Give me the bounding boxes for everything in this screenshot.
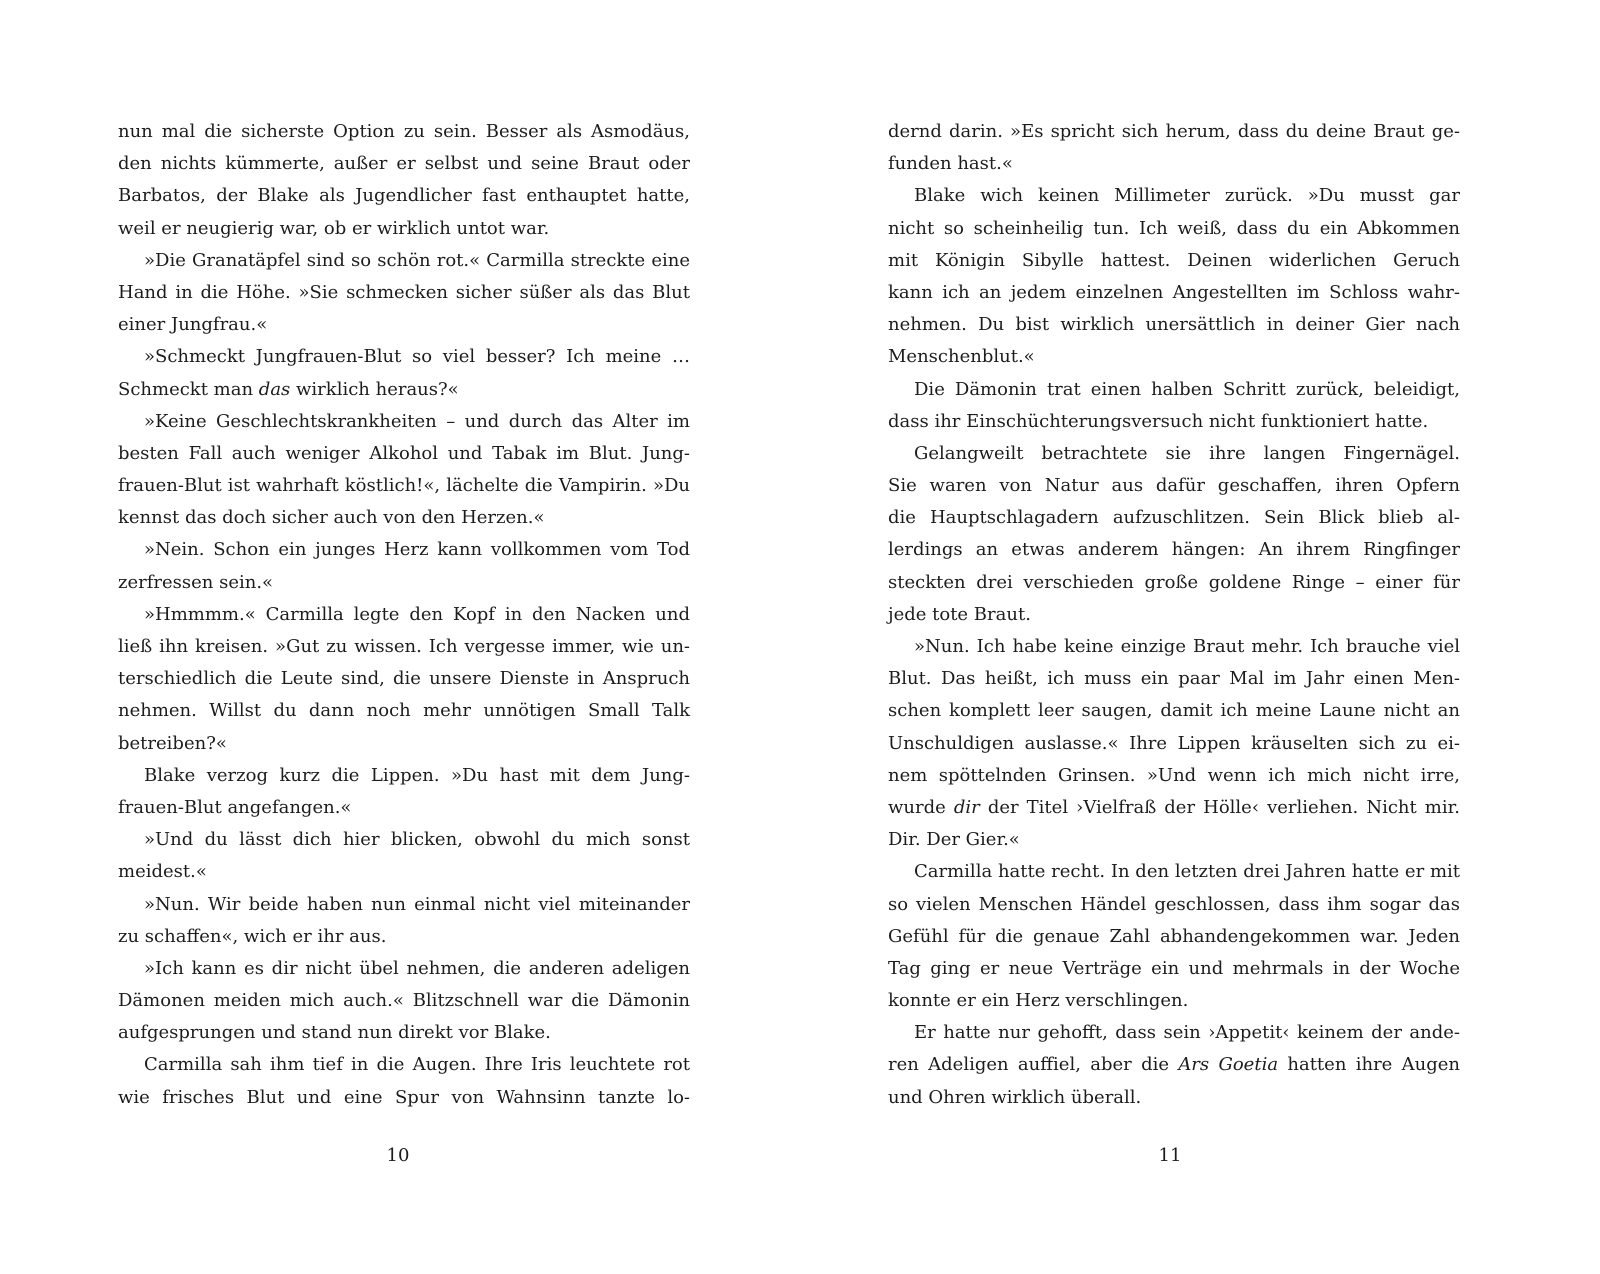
text-line: meidest.«: [118, 861, 207, 883]
text-line: schen komplett leer saugen, damit ich meine Laune nicht an: [888, 700, 1460, 722]
text-fragment: der Titel ›Vielfraß der Hölle‹ verliehen. Nicht mir.: [979, 796, 1460, 818]
text-line: ließ ihn kreisen. »Gut zu wissen. Ich vergesse immer, wie un-: [118, 636, 690, 657]
text-line: weil er neugierig war, ob er wirklich untot war.: [118, 217, 550, 239]
text-line: zu schaffen«, wich er ihr aus.: [118, 925, 387, 947]
text-line: dass ihr Einschüchterungsversuch nicht funktioniert hatte.: [888, 410, 1429, 432]
text-line: wie frisches Blut und eine Spur von Wahnsinn tanzte lo-: [118, 1086, 690, 1108]
text-line: funden hast.«: [888, 153, 1013, 175]
page-number: 11: [1158, 1145, 1182, 1166]
text-line: Gefühl für die genaue Zahl abhandengekommen war. Jeden: [888, 925, 1460, 947]
text-line: konnte er ein Herz verschlingen.: [888, 990, 1189, 1012]
text-fragment: wurde: [888, 796, 954, 818]
text-line: Die Dämonin trat einen halben Schritt zurück, beleidigt,: [914, 378, 1460, 400]
text-line: Er hatte nur gehofft, dass sein ›Appetit‹ keinem der ande-: [914, 1022, 1460, 1044]
text-line: Hand in die Höhe. »Sie schmecken sicher süßer als das Blut: [118, 281, 690, 303]
text-line: »Schmeckt Jungfrauen-Blut so viel besser? Ich meine …: [144, 346, 690, 368]
text-line: nehmen. Willst du dann noch mehr unnötigen Small Talk: [118, 700, 690, 722]
text-fragment: ren Adeligen auffiel, aber die: [888, 1054, 1179, 1076]
right-page-text: [888, 116, 1460, 1114]
text-line: lerdings an etwas anderem hängen: An ihrem Ringfinger: [888, 539, 1460, 561]
right-page: [800, 0, 1600, 1274]
text-line: »Ich kann es dir nicht übel nehmen, die anderen adeligen: [144, 957, 690, 979]
text-line: einer Jungfrau.«: [118, 314, 268, 336]
text-line: die Hauptschlagadern aufzuschlitzen. Sein Blick blieb al-: [888, 507, 1460, 529]
text-line: nicht so scheinheilig tun. Ich weiß, dass du ein Abkommen: [888, 217, 1460, 239]
text-line: den nichts kümmerte, außer er selbst und seine Braut oder: [118, 153, 690, 175]
text-line: »Nun. Wir beide haben nun einmal nicht viel miteinander: [144, 893, 690, 915]
text-line: frauen-Blut ist wahrhaft köstlich!«, lächelte die Vampirin. »Du: [118, 475, 690, 497]
text-line: steckten drei verschieden große goldene Ringe – einer für: [888, 571, 1460, 593]
text-line: Tag ging er neue Verträge ein und mehrmals in der Woche: [888, 957, 1460, 979]
text-line: »Nun. Ich habe keine einzige Braut mehr. Ich brauche viel: [914, 636, 1460, 657]
text-line: dernd darin. »Es spricht sich herum, dass du deine Braut ge-: [888, 121, 1460, 142]
text-line: und Ohren wirklich überall.: [888, 1086, 1142, 1108]
text-line: »Und du lässt dich hier blicken, obwohl du mich sonst: [144, 829, 690, 851]
text-line: [888, 1049, 1460, 1081]
text-fragment: wirklich heraus?«: [290, 378, 459, 400]
text-line: besten Fall auch weniger Alkohol und Tabak im Blut. Jung-: [118, 442, 690, 464]
text-line: nehmen. Du bist wirklich unersättlich in deiner Gier nach: [888, 314, 1460, 336]
italic-emphasis: dir: [953, 796, 980, 818]
text-line: kann ich an jedem einzelnen Angestellten im Schloss wahr-: [888, 281, 1460, 303]
text-line: [118, 374, 690, 406]
text-line: so vielen Menschen Händel geschlossen, dass ihm sogar das: [888, 893, 1460, 915]
left-page-text: [118, 116, 690, 1114]
text-fragment: Schmeckt man: [118, 378, 259, 400]
text-line: Carmilla sah ihm tief in die Augen. Ihre Iris leuchtete rot: [144, 1054, 690, 1076]
italic-emphasis: Ars Goetia: [1178, 1054, 1279, 1076]
text-line: »Hmmmm.« Carmilla legte den Kopf in den Nacken und: [144, 603, 690, 625]
text-line: Dämonen meiden mich auch.« Blitzschnell war die Dämonin: [118, 990, 690, 1012]
text-line: mit Königin Sibylle hattest. Deinen widerlichen Geruch: [888, 249, 1460, 271]
text-line: kennst das doch sicher auch von den Herzen.«: [118, 507, 545, 529]
text-line: terschiedlich die Leute sind, die unsere Dienste in Anspruch: [118, 668, 690, 690]
text-line: Unschuldigen auslasse.« Ihre Lippen kräuselten sich zu ei-: [888, 732, 1460, 754]
text-line: »Die Granatäpfel sind so schön rot.« Carmilla streckte eine: [144, 249, 690, 271]
text-line: Blut. Das heißt, ich muss ein paar Mal im Jahr einen Men-: [888, 668, 1460, 690]
text-line: Blake wich keinen Millimeter zurück. »Du musst gar: [914, 185, 1460, 207]
page-number: 10: [386, 1145, 410, 1166]
text-line: Gelangweilt betrachtete sie ihre langen Fingernägel.: [914, 442, 1460, 464]
text-line: betreiben?«: [118, 732, 227, 754]
text-line: Sie waren von Natur aus dafür geschaffen, ihren Opfern: [888, 475, 1460, 497]
text-line: »Keine Geschlechtskrankheiten – und durch das Alter im: [144, 410, 690, 432]
text-line: nun mal die sicherste Option zu sein. Besser als Asmodäus,: [118, 121, 690, 142]
text-line: [888, 792, 1460, 824]
text-line: Barbatos, der Blake als Jugendlicher fast enthauptet hatte,: [118, 185, 690, 207]
text-fragment: hatten ihre Augen: [1278, 1054, 1461, 1076]
text-line: Blake verzog kurz die Lippen. »Du hast mit dem Jung-: [144, 764, 690, 786]
text-line: frauen-Blut angefangen.«: [118, 796, 352, 818]
text-line: zerfressen sein.«: [118, 571, 274, 593]
text-line: Menschenblut.«: [888, 346, 1035, 368]
text-line: Carmilla hatte recht. In den letzten drei Jahren hatte er mit: [914, 861, 1460, 883]
text-line: Dir. Der Gier.«: [888, 829, 1020, 851]
text-line: aufgesprungen und stand nun direkt vor Blake.: [118, 1022, 551, 1044]
italic-emphasis: das: [258, 378, 291, 400]
text-line: nem spöttelnden Grinsen. »Und wenn ich mich nicht irre,: [888, 764, 1460, 786]
text-line: jede tote Braut.: [888, 603, 1031, 625]
text-line: »Nein. Schon ein junges Herz kann vollkommen vom Tod: [144, 539, 690, 561]
